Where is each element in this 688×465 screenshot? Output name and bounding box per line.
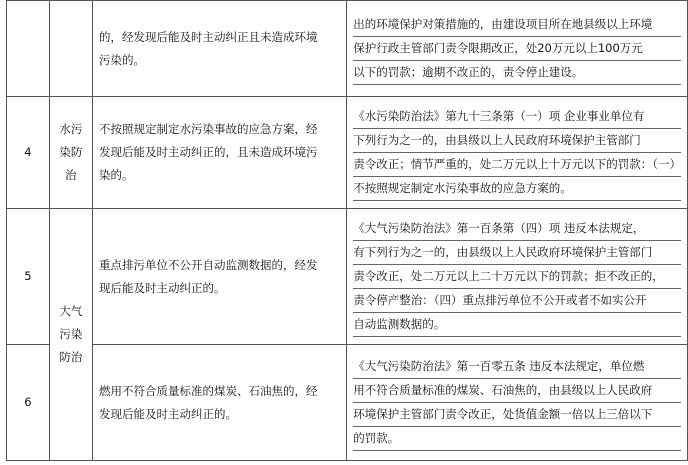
row-condition bbox=[93, 209, 347, 345]
penalty-line: 《大气污染防治法》第一百条第（四）项 违反本法规定， bbox=[353, 217, 681, 241]
condition-line: 发现后能及时主动纠正的，且未造成环境污 bbox=[99, 145, 318, 159]
table-row bbox=[7, 1, 688, 97]
row-penalty bbox=[347, 209, 688, 345]
condition-line: 的，经发现后能及时主动纠正且未造成环境 bbox=[99, 29, 318, 44]
penalty-line: 责令改正，处二万元以上二十万元以下的罚款；拒不改正的， bbox=[353, 265, 681, 289]
row-number: 4 bbox=[7, 97, 50, 209]
penalty-table bbox=[6, 0, 688, 461]
penalty-line: 自动监测数据的。 bbox=[353, 313, 681, 337]
penalty-line: 《水污染防治法》第九十三条第（一）项 企业事业单位有 bbox=[353, 105, 681, 129]
row-condition bbox=[93, 1, 347, 97]
penalty-line: 有下列行为之一的，由县级以上人民政府环境保护主管部门 bbox=[353, 241, 681, 265]
table-row bbox=[7, 209, 688, 345]
penalty-line: 出的环境保护对策措施的，由建设项目所在地县级以上环境 bbox=[353, 13, 681, 37]
row-penalty bbox=[347, 97, 688, 209]
row-number: 5 bbox=[7, 209, 50, 345]
penalty-line: 责令改正；情节严重的，处二万元以上十万元以下的罚款：（一） bbox=[353, 153, 681, 177]
penalty-line: 保护行政主管部门责令限期改正，处20万元以上100万元 bbox=[353, 37, 681, 61]
condition-line: 重点排污单位不公开自动监测数据的，经发 bbox=[99, 257, 318, 272]
row-condition bbox=[93, 345, 347, 461]
condition-line: 现后能及时主动纠正的。 bbox=[99, 280, 226, 295]
row-penalty bbox=[347, 345, 688, 461]
penalty-line: 不按照规定制定水污染事故的应急方案的。 bbox=[353, 177, 681, 201]
condition-line: 发现后能及时主动纠正的。 bbox=[99, 406, 238, 421]
table-row bbox=[7, 97, 688, 209]
row-category bbox=[49, 1, 92, 97]
row-category: 水污染防治 bbox=[49, 97, 92, 209]
penalty-line: 《大气污染防治法》第一百零五条 违反本法规定，单位燃 bbox=[353, 355, 681, 379]
penalty-line: 下列行为之一的，由县级以上人民政府环境保护主管部门 bbox=[353, 129, 681, 153]
row-category: 大气污染防治 bbox=[49, 209, 92, 461]
row-number bbox=[7, 1, 50, 97]
row-condition bbox=[93, 97, 347, 209]
penalty-line: 责令停产整治：（四）重点排污单位不公开或者不如实公开 bbox=[353, 289, 681, 313]
condition-line: 染的。 bbox=[99, 168, 134, 182]
row-penalty bbox=[347, 1, 688, 97]
penalty-line: 用不符合质量标准的煤炭、石油焦的，由县级以上人民政府 bbox=[353, 379, 681, 403]
row-number: 6 bbox=[7, 345, 50, 461]
condition-line: 污染的。 bbox=[99, 52, 146, 67]
penalty-line: 环境保护主管部门责令改正，处货值金额一倍以上三倍以下 bbox=[353, 403, 681, 427]
condition-line: 燃用不符合质量标准的煤炭、石油焦的，经 bbox=[99, 383, 318, 398]
penalty-line: 的罚款。 bbox=[353, 427, 681, 451]
penalty-line: 以下的罚款；逾期不改正的，责令停止建设。 bbox=[353, 61, 681, 85]
table-row bbox=[7, 345, 688, 461]
condition-line: 不按照规定制定水污染事故的应急方案，经 bbox=[99, 122, 318, 136]
